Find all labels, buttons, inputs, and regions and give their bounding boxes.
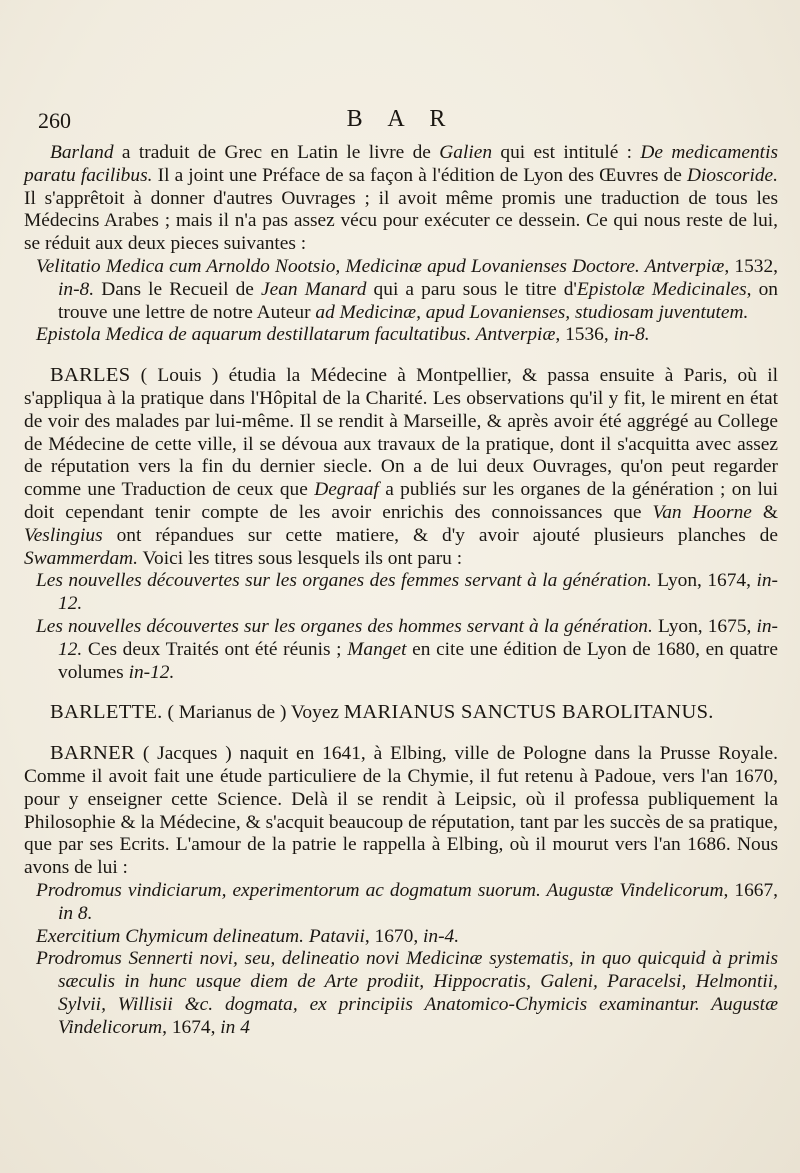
body-text: Il a joint une Préface de sa façon à l'édition de Lyon des Œuvres de bbox=[152, 164, 687, 186]
italic-text: ad Medicinæ, apud Lovanienses, studiosam juventutem. bbox=[315, 301, 749, 323]
body-text: en cite une édition de Lyon de 1680, en quatre volumes bbox=[58, 638, 778, 683]
page-header bbox=[24, 104, 778, 136]
dictionary-entry bbox=[24, 701, 778, 725]
body-text: Dans le Recueil de bbox=[94, 278, 261, 300]
italic-text: in-4. bbox=[423, 925, 460, 947]
work-citation bbox=[24, 256, 778, 324]
body-text: ( Marianus de ) Voyez bbox=[162, 702, 344, 724]
entry-headword: MARIANUS SANCTUS BAROLITANUS. bbox=[343, 701, 714, 724]
italic-text: Barland bbox=[50, 142, 114, 163]
entry-headword: BARNER bbox=[50, 742, 135, 765]
italic-text: Velitatio Medica cum Arnoldo Nootsio, Medicinæ apud Lovanienses Doctore. Antverpiæ bbox=[36, 255, 725, 277]
body-text: a publiés sur les organes de la génération ; on lui doit cependant tenir compte de les avoir enrichis des connoissances que bbox=[24, 479, 778, 523]
italic-text: Epistolæ Medicinales bbox=[576, 278, 747, 300]
italic-text: in 8. bbox=[58, 902, 93, 924]
italic-text: Jean Manard bbox=[260, 278, 367, 300]
italic-text: Les nouvelles découvertes sur les organes des femmes servant à la génération. bbox=[36, 570, 652, 592]
body-text: , on trouve une lettre de notre Auteur bbox=[58, 278, 778, 323]
entry-paragraph bbox=[24, 364, 778, 570]
italic-text: Galien bbox=[439, 142, 493, 163]
body-text: Lyon, 1674, bbox=[651, 570, 757, 592]
italic-text: in-12. bbox=[58, 570, 778, 615]
work-citation bbox=[24, 926, 778, 949]
body-text: ( Jacques ) naquit en 1641, à Elbing, ville de Pologne dans la Prusse Royale. Comme il avoit fait une étude particuliere de la Chymie, il fut retenu à Padoue, vers l'an 1670, pour y enseigner cette Science. Delà il se rendit à Leipsic, où il professa publiquement la Philosophie & la Médecine, & s'acquit beaucoup de réputation, tant par les succès de sa pratique, que par ses Ecrits. L'amour de la patrie le rappella à Elbing, où il mourut vers l'an 1686. Nous avons de lui : bbox=[24, 743, 778, 879]
body-text: ont répandues sur cette matiere, & d'y avoir ajouté plusieurs planches de bbox=[102, 524, 778, 546]
italic-text: in-12. bbox=[128, 661, 175, 683]
work-citation bbox=[24, 324, 778, 347]
italic-text: Exercitium Chymicum delineatum. Patavii bbox=[36, 925, 365, 947]
body-text: & bbox=[751, 501, 778, 523]
body-text: Il s'apprêtoit à donner d'autres Ouvrages ; il avoit même promis une traduction de tous les Médecins Arabes ; mais il n'a pas assez vécu pour exécuter ce dessein. Ce qui nous reste de lui, se réduit aux deux pieces suivantes : bbox=[24, 187, 778, 255]
body-text: , 1536, bbox=[555, 324, 614, 346]
italic-text: Dioscoride. bbox=[686, 164, 778, 186]
body-text: a traduit de Grec en Latin le livre de bbox=[113, 142, 440, 163]
body-text: Ces deux Traités ont été réunis ; bbox=[82, 638, 348, 660]
italic-text: De medicamentis paratu facilibus. bbox=[24, 142, 778, 186]
italic-text: Veslingius bbox=[24, 524, 103, 546]
entry-paragraph bbox=[24, 701, 778, 725]
body-text: qui a paru sous le titre d' bbox=[366, 278, 577, 300]
dictionary-entry bbox=[24, 364, 778, 684]
italic-text: in-8. bbox=[58, 278, 95, 300]
italic-text: Prodromus vindiciarum, experimentorum ac dogmatum suorum. Augustæ Vindelicorum bbox=[36, 879, 724, 901]
page-number: 260 bbox=[38, 108, 71, 133]
italic-text: Epistola Medica de aquarum destillatarum facultatibus. Antverpiæ bbox=[36, 324, 556, 346]
italic-text: Swammerdam. bbox=[24, 547, 139, 569]
entry-paragraph bbox=[24, 142, 778, 256]
italic-text: Manget bbox=[347, 638, 407, 660]
work-citation bbox=[24, 948, 778, 1039]
entry-headword: BARLES bbox=[50, 364, 131, 387]
body-text: , 1674, bbox=[162, 1016, 221, 1038]
entry-paragraph bbox=[24, 742, 778, 880]
body-text: ( Louis ) étudia la Médecine à Montpellier, & passa ensuite à Paris, où il s'appliqua à la pratique dans l'Hôpital de la Charité. Les observations qu'il y fit, le mirent en état de voir des malades par lui-même. Il se rendit à Marseille, & après avoir été aggrégé au College de Médecine de cette ville, il se dévoua aux travaux de la pratique, dont il s'acquitta avec assez de réputation vers la fin du dernier siecle. On a de lui deux Ouvrages, qu'on peut regarder comme une Traduction de ceux que bbox=[24, 365, 778, 501]
italic-text: Degraaf bbox=[314, 479, 379, 501]
dictionary-entry bbox=[24, 142, 778, 347]
body-text: qui est intitulé : bbox=[492, 142, 641, 163]
work-citation bbox=[24, 616, 778, 684]
dictionary-entry bbox=[24, 742, 778, 1039]
italic-text: Les nouvelles découvertes sur les organes des hommes servant à la génération. bbox=[36, 615, 653, 637]
work-citation bbox=[24, 880, 778, 926]
running-head: B A R bbox=[346, 106, 456, 132]
italic-text: in-12. bbox=[58, 615, 778, 660]
italic-text: Van Hoorne bbox=[652, 501, 752, 523]
body-text: , 1667, bbox=[723, 879, 778, 901]
italic-text: Prodromus Sennerti novi, seu, delineatio novi Medicinæ systematis, in quo quicquid à primis sæculis in hunc usque diem de Arte prodiit, Hippocratis, Galeni, Paracelsi, Helmontii, Sylvii, Willisii &c. dogmata, ex principiis Anatomico-Chymicis examinantur. Augustæ Vindelicorum bbox=[36, 948, 778, 1038]
body-text: , 1670, bbox=[364, 925, 424, 947]
dictionary-text bbox=[24, 142, 778, 1039]
entry-headword: BARLETTE. bbox=[50, 701, 163, 724]
italic-text: in-8. bbox=[613, 324, 650, 346]
work-citation bbox=[24, 570, 778, 616]
body-text: Lyon, 1675, bbox=[652, 615, 757, 637]
body-text: Voici les titres sous lesquels ils ont paru : bbox=[138, 547, 463, 569]
italic-text: in 4 bbox=[220, 1016, 250, 1038]
body-text: , 1532, bbox=[724, 255, 778, 277]
